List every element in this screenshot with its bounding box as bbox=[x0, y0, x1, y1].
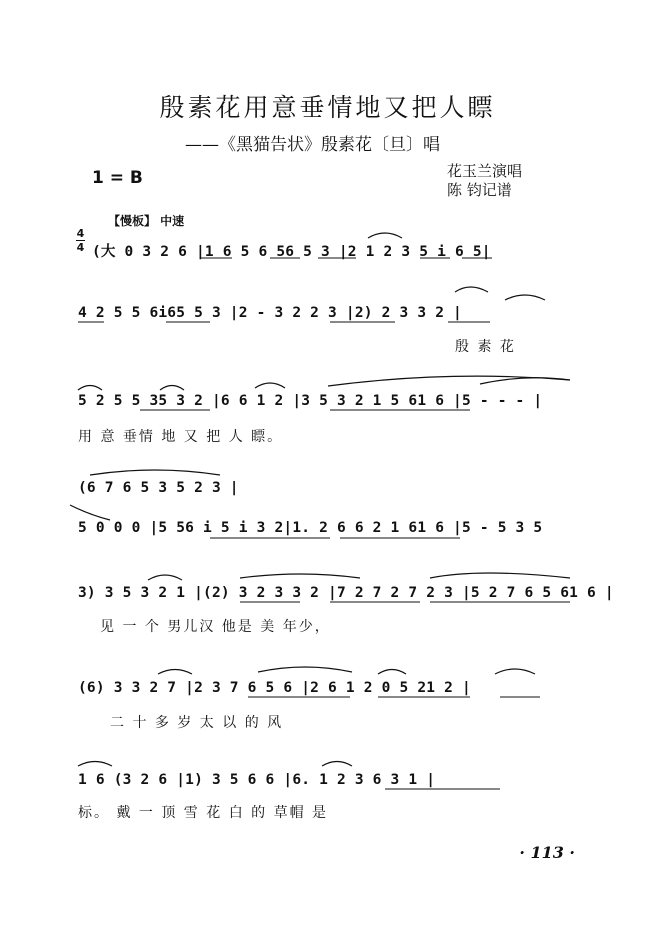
page-number: · 113 · bbox=[519, 843, 575, 862]
slur-mark bbox=[258, 667, 352, 672]
lyrics-system-2: 殷 素 花 bbox=[455, 339, 516, 355]
slur-mark bbox=[322, 762, 352, 767]
score-notes-system-7: 1 6 (3 2 6 |1) 3 5 6 6 |6. 1 2 3 6 3 1 | bbox=[78, 772, 436, 788]
time-signature-top: 4 bbox=[76, 227, 85, 240]
lyrics-system-7: 标。 戴 一 顶 雪 花 白 的 草帽 是 bbox=[78, 805, 329, 821]
key-signature: 1 = B bbox=[92, 168, 143, 188]
notator-credit: 陈 钧记谱 bbox=[447, 181, 512, 199]
page-subtitle: ——《黑猫告状》殷素花〔旦〕唱 bbox=[185, 135, 440, 155]
slur-mark bbox=[148, 575, 182, 580]
slur-mark bbox=[240, 574, 360, 578]
lyrics-system-3: 用 意 垂情 地 又 把 人 瞟。 bbox=[78, 429, 284, 445]
score-notes-system-4-upper: (6 7 6 5 3 5 2 3 | bbox=[78, 480, 239, 496]
slur-mark bbox=[378, 670, 406, 675]
singer-credit: 花玉兰演唱 bbox=[447, 162, 523, 180]
tempo-marking: 【慢板】 中速 bbox=[108, 214, 185, 228]
slur-mark bbox=[455, 287, 488, 292]
slur-mark bbox=[368, 233, 402, 238]
page-title: 殷素花用意垂情地又把人瞟 bbox=[159, 93, 496, 122]
slur-mark bbox=[160, 386, 184, 391]
slur-mark bbox=[158, 670, 192, 675]
score-notes-system-1: (大 0 3 2 6 |1 6 5 6 56 5 3 |2 1 2 3 5 i 6 5| bbox=[92, 244, 491, 260]
score-notes-system-6: (6) 3 3 2 7 |2 3 7 6 5 6 |2 6 1 2 0 5 21 2 | bbox=[78, 680, 471, 696]
time-signature-bottom: 4 bbox=[76, 241, 85, 254]
slur-mark bbox=[480, 378, 570, 384]
slur-mark bbox=[78, 386, 102, 391]
slur-mark bbox=[430, 573, 570, 578]
score-notes-system-4-lower: 5 0 0 0 |5 56 i 5 i 3 2|1. 2 6 6 2 1 61 6 |5 - 5 3 5 bbox=[78, 520, 543, 536]
score-notes-system-5: 3) 3 5 3 2 1 |(2) 3 2 3 3 2 |7 2 7 2 7 2 3 |5 2 7 6 5 61 6 | bbox=[78, 585, 614, 601]
score-notes-system-2: 4 2 5 5 6i65 5 3 |2 - 3 2 2 3 |2) 2 3 3 2 | bbox=[78, 305, 462, 321]
slur-mark bbox=[495, 669, 535, 674]
slur-mark bbox=[78, 762, 112, 767]
lyrics-system-6: 二 十 多 岁 太 以 的 风 bbox=[110, 715, 284, 731]
slur-mark bbox=[255, 383, 285, 388]
slur-mark bbox=[505, 295, 545, 300]
slur-mark bbox=[90, 470, 220, 475]
score-notes-system-3: 5 2 5 5 35 3 2 |6 6 1 2 |3 5 3 2 1 5 61 6 |5 - - - | bbox=[78, 393, 543, 409]
slur-mark bbox=[70, 505, 110, 520]
lyrics-system-5: 见 一 个 男儿汉 他是 美 年少， bbox=[100, 619, 331, 635]
